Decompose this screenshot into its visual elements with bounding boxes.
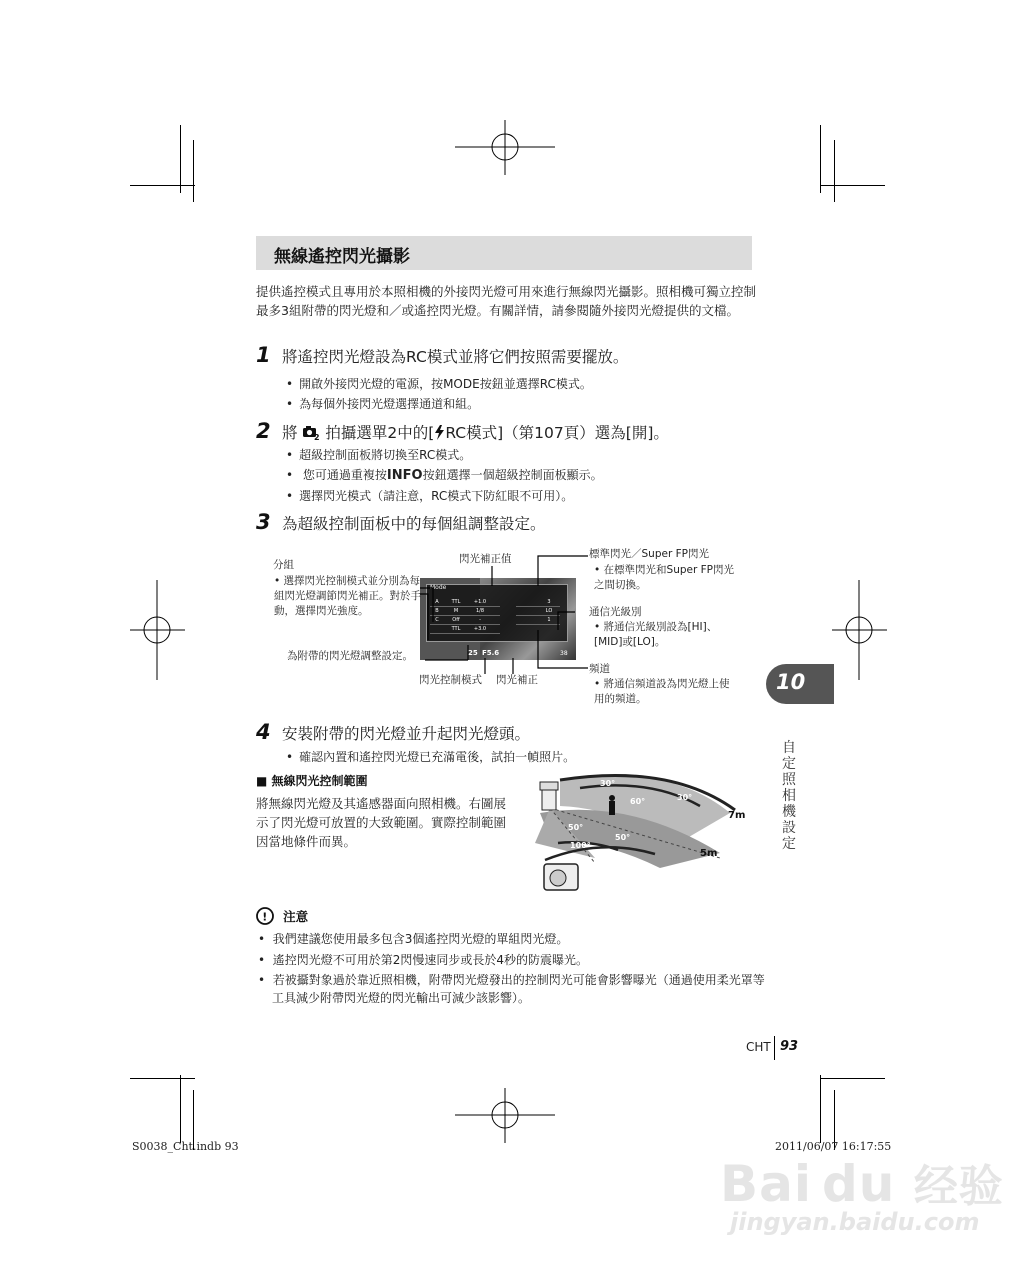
flash-comp-label: 閃光補正: [496, 674, 538, 686]
group-desc: • 選擇閃光控制模式並分別為每組閃光燈調節閃光補正。對於手動，選擇閃光強度。: [274, 575, 421, 617]
step-number: 2: [256, 419, 271, 443]
screen-cell: A: [435, 599, 439, 605]
svg-text:30°: 30°: [677, 793, 693, 802]
range-heading: ■ 無線閃光控制範圍: [256, 774, 368, 788]
page-number: 93: [780, 1039, 799, 1054]
screen-cell: -: [479, 617, 481, 623]
range-text: 將無線閃光燈及其遙感器面向照相機。右圖展示了閃光燈可放置的大致範圍。實際控制範圍因當地條件而異。: [256, 796, 507, 849]
step-text: 安裝附帶的閃光燈並升起閃光燈頭。: [282, 725, 531, 743]
svg-text:2: 2: [314, 433, 321, 440]
step-4: [256, 720, 530, 744]
crop-mark: [820, 1075, 821, 1143]
step-text-continued: 拍攝選單2中的[: [325, 424, 435, 442]
flash-range-diagram: [520, 768, 760, 908]
screen-cell: LO: [545, 608, 553, 614]
baidu-watermark-url: jingyan.baidu.com: [730, 1208, 980, 1236]
chapter-title: 自定照相機設定: [782, 740, 796, 852]
screen-cell: M: [453, 608, 459, 614]
chapter-tab: [766, 664, 834, 704]
crop-mark: [820, 125, 821, 193]
subject-figure-icon: [609, 795, 615, 801]
step-number: 1: [256, 343, 271, 367]
svg-text:!: !: [262, 910, 268, 924]
screen-cell: B: [435, 608, 439, 614]
print-timestamp: 2011/06/07 16:17:55: [775, 1140, 892, 1153]
svg-text:30°: 30°: [600, 779, 616, 788]
svg-text:5m: 5m: [700, 848, 718, 859]
channel-desc: • 將通信頻道設為閃光燈上使用的頻道。: [594, 678, 730, 705]
step-1: [256, 343, 628, 367]
crop-mark: [130, 1078, 195, 1079]
step-2-bullet: • 選擇閃光模式（請注意，RC模式下防紅眼不可用）。: [286, 487, 573, 504]
step-text: 將: [282, 424, 298, 442]
flash-value-label: 閃光補正值: [459, 553, 512, 565]
registration-mark-top: [455, 120, 555, 175]
language-code: CHT: [746, 1040, 771, 1054]
caution-title: 注意: [283, 909, 309, 924]
screen-cell: TTL: [451, 626, 461, 632]
caution-item: • 遙控閃光燈不可用於第2閃慢速同步或長於4秒的防震曝光。: [258, 953, 588, 967]
registration-mark-left: [130, 580, 185, 680]
step-number: 4: [256, 720, 271, 744]
svg-text:7m: 7m: [728, 810, 746, 821]
channel-label: 頻道: [589, 663, 610, 675]
step-text: 將遙控閃光燈設為RC模式並將它們按照需要擺放。: [282, 348, 629, 366]
info-button-label: INFO: [386, 468, 423, 483]
screen-count: 38: [560, 650, 568, 657]
caution-item: • 若被攝對象過於靠近照相機，附帶閃光燈發出的控制閃光可能會影響曝光（通過使用柔光罩等工具減少附帶閃光燈的閃光輸出可減少該影響）。: [258, 973, 765, 1005]
step-text-tail: RC模式]（第107頁）選為[開]。: [445, 424, 669, 442]
step-1-bullet: • 為每個外接閃光燈選擇通道和組。: [286, 395, 479, 412]
screen-shutter: 25: [468, 649, 478, 657]
print-file-info: S0038_Cht.indb 93: [132, 1140, 239, 1153]
section-title: 無線遙控閃光攝影: [274, 247, 410, 267]
step-2-bullet: • 超級控制面板將切換至RC模式。: [286, 446, 471, 463]
crop-mark: [180, 1075, 181, 1143]
crop-mark: [820, 1078, 885, 1079]
chapter-number: 10: [776, 670, 806, 694]
step-text: 為超級控制面板中的每個組調整設定。: [282, 515, 546, 533]
flash-mode-label: 閃光控制模式: [419, 674, 482, 686]
svg-text:50°: 50°: [568, 823, 584, 832]
footer-divider: [774, 1036, 775, 1060]
step-4-bullet: • 確認內置和遙控閃光燈已充滿電後，試拍一幀照片。: [286, 748, 575, 765]
screen-cell: 3: [547, 599, 551, 605]
section-title-bar: [256, 236, 752, 270]
crop-mark: [193, 140, 194, 202]
screen-cell: +3.0: [473, 626, 487, 632]
crop-mark: [834, 140, 835, 202]
screen-cell: 1: [547, 617, 551, 623]
svg-text:60°: 60°: [630, 797, 646, 806]
crop-mark: [130, 185, 195, 186]
intro-paragraph: 提供遙控模式且專用於本照相機的外接閃光燈可用來進行無線閃光攝影。照相機可獨立控制最多3組附帶的閃光燈和／或遙控閃光燈。有關詳情，請參閱隨外接閃光燈提供的文檔。: [256, 284, 757, 318]
step-number: 3: [256, 510, 271, 534]
screen-cell: +1.0: [473, 599, 487, 605]
step-3: [256, 510, 546, 534]
remote-flash-icon: [542, 788, 556, 810]
group-label: 分組: [273, 559, 294, 571]
crop-mark: [180, 125, 181, 193]
crop-mark: [820, 185, 885, 186]
comm-level-desc: • 將通信光級別設為[HI]、[MID]或[LO]。: [594, 621, 718, 648]
caution-heading: [256, 906, 308, 925]
caution-item: • 我們建議您使用最多包含3個遙控閃光燈的單組閃光燈。: [258, 932, 569, 946]
camera-shooting-menu-icon: [302, 424, 320, 440]
svg-text:50°: 50°: [615, 833, 631, 842]
comm-level-label: 通信光級別: [589, 606, 642, 618]
registration-mark-right: [832, 580, 887, 680]
step-2-bullet: • 您可通過重複按INFO按鈕選擇一個超級控制面板顯示。: [286, 466, 603, 483]
baidu-watermark-logo: Bai du 经验: [720, 1155, 1004, 1213]
attached-flash-label: 為附帶的閃光燈調整設定。: [287, 650, 413, 662]
screen-cell: Off: [452, 617, 460, 623]
screen-cell: TTL: [451, 599, 461, 605]
svg-text:100°: 100°: [570, 841, 591, 850]
caution-icon: [256, 907, 274, 925]
screen-aperture: F5.6: [482, 649, 500, 657]
callout-lines: [270, 550, 600, 690]
screen-cell: C: [435, 617, 439, 623]
step-2: [256, 419, 669, 443]
std-flash-label: 標準閃光／Super FP閃光: [589, 548, 709, 560]
screen-cell: 1/8: [475, 608, 485, 614]
screen-mode-label: Mode: [430, 584, 447, 591]
flash-icon: [434, 425, 445, 440]
std-flash-desc: • 在標準閃光和Super FP閃光之間切換。: [594, 564, 735, 591]
step-1-bullet: • 開啟外接閃光燈的電源，按MODE按鈕並選擇RC模式。: [286, 375, 592, 392]
registration-mark-bottom: [455, 1088, 555, 1143]
